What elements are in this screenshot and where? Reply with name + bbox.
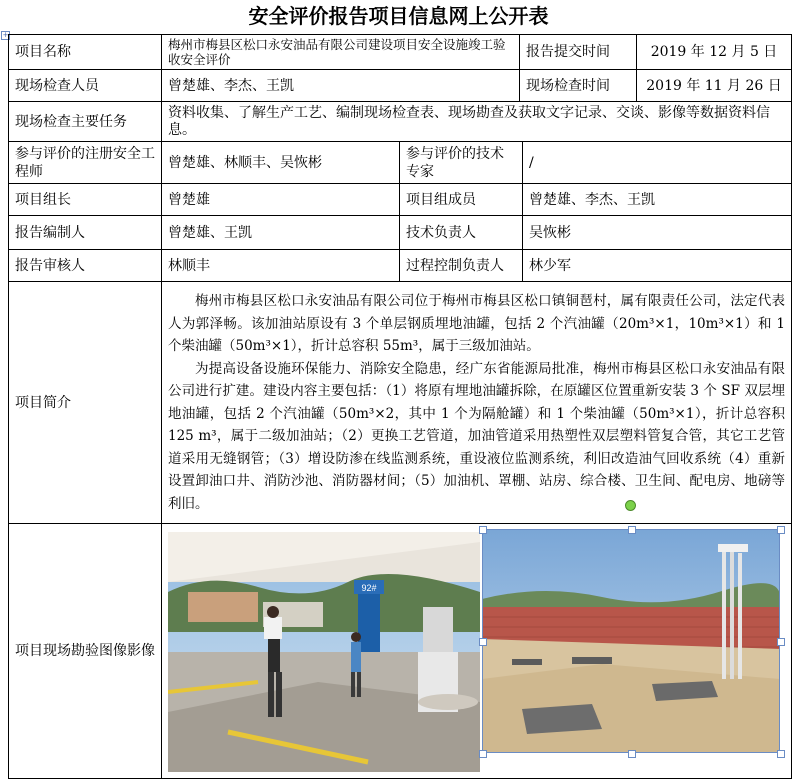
members-label: 项目组成员: [400, 184, 523, 216]
submit-time-label: 报告提交时间: [520, 35, 637, 69]
tank-area-photo[interactable]: [482, 529, 780, 753]
inspectors-value: 曾楚雄、李杰、王凯: [162, 70, 520, 102]
info-table: [8, 34, 792, 779]
gas-station-photo[interactable]: [168, 532, 480, 772]
inspect-time-value: 2019 年 11 月 26 日: [646, 77, 782, 94]
tasks-label: 现场检查主要任务: [9, 102, 162, 142]
images-label: 项目现场勘验图像影像: [9, 524, 162, 779]
resize-handle-bl[interactable]: [479, 750, 487, 758]
page-title: 安全评价报告项目信息网上公开表: [248, 4, 549, 28]
inspectors-label: 现场检查人员: [9, 70, 162, 102]
price-sign-text: 92#: [361, 583, 377, 593]
process-label: 过程控制负责人: [400, 250, 523, 282]
rotate-handle-icon[interactable]: [625, 500, 636, 511]
intro-label: 项目简介: [9, 282, 162, 524]
resize-handle-tl[interactable]: [479, 526, 487, 534]
submit-time-value: 2019 年 12 月 5 日: [650, 44, 778, 60]
inspect-time-label: 现场检查时间: [520, 70, 637, 101]
engineers-label: 参与评价的注册安全工程师: [9, 142, 162, 184]
compiler-value: 曾楚雄、王凯: [162, 216, 400, 250]
leader-label: 项目组长: [9, 184, 162, 216]
resize-handle-mr[interactable]: [777, 638, 785, 646]
resize-handle-ml[interactable]: [479, 638, 487, 646]
resize-handle-br[interactable]: [777, 750, 785, 758]
resize-handle-tm[interactable]: [628, 526, 636, 534]
members-value: 曾楚雄、李杰、王凯: [523, 184, 792, 216]
reviewer-label: 报告审核人: [9, 250, 162, 282]
images-cell: [162, 524, 792, 779]
experts-value: /: [523, 142, 792, 184]
experts-label: 参与评价的技术专家: [400, 142, 523, 184]
gas-station-image: [168, 532, 480, 772]
engineers-value: 曾楚雄、林顺丰、吴恢彬: [162, 142, 400, 184]
compiler-label: 报告编制人: [9, 216, 162, 250]
process-value: 林少军: [523, 250, 792, 282]
table-anchor-icon[interactable]: +: [2, 31, 9, 39]
tasks-value: 资料收集、了解生产工艺、编制现场检查表、现场勘查及获取文字记录、交谈、影像等数据资料信息。: [162, 102, 792, 142]
intro-paragraph-1: 梅州市梅县区松口永安油品有限公司位于梅州市梅县区松口镇铜琶村，属有限责任公司，法定代表人为郭泽畅。该加油站原设有 3 个单层钢质埋地油罐，包括 2 个汽油罐（20m³×1，10m³×1）和 1 个柴油罐（50m³×1），折计总容积 55m³，属于三级加油站。: [168, 293, 786, 354]
reviewer-value: 林顺丰: [162, 250, 400, 282]
resize-handle-bm[interactable]: [628, 750, 636, 758]
tech-label: 技术负责人: [400, 216, 523, 250]
tech-value: 吴恢彬: [523, 216, 792, 250]
resize-handle-tr[interactable]: [777, 526, 785, 534]
leader-value: 曾楚雄: [162, 184, 400, 216]
intro-text: [162, 282, 792, 524]
intro-paragraph-2: 为提高设备设施环保能力、消除安全隐患，经广东省能源局批准，梅州市梅县区松口永安油品有限公司进行扩建。建设内容主要包括：（1）将原有埋地油罐拆除，在原罐区位置重新安装 3 个 SF 双层埋地油罐，包括 2 个汽油罐（50m³×2，其中 1 个为隔舱罐）和 1 个柴油罐（50m³×1），折计总容积 125 m³，属于二级加油站；（2）更换工艺管道，加油管道采用热塑性双层塑料管复合管，其它工艺管道采用无缝钢管；（3）增设防渗在线监测系统，重设液位监测系统，利旧改造油气回收系统（4）重新设置卸油口井、消防沙池、消防器材间；（5）加油机、罩棚、站房、综合楼、卫生间、配电房、地磅等利旧。: [168, 360, 786, 512]
project-name-label: 项目名称: [9, 35, 162, 70]
project-name-value: 梅州市梅县区松口永安油品有限公司建设项目安全设施竣工验收安全评价: [162, 35, 520, 70]
